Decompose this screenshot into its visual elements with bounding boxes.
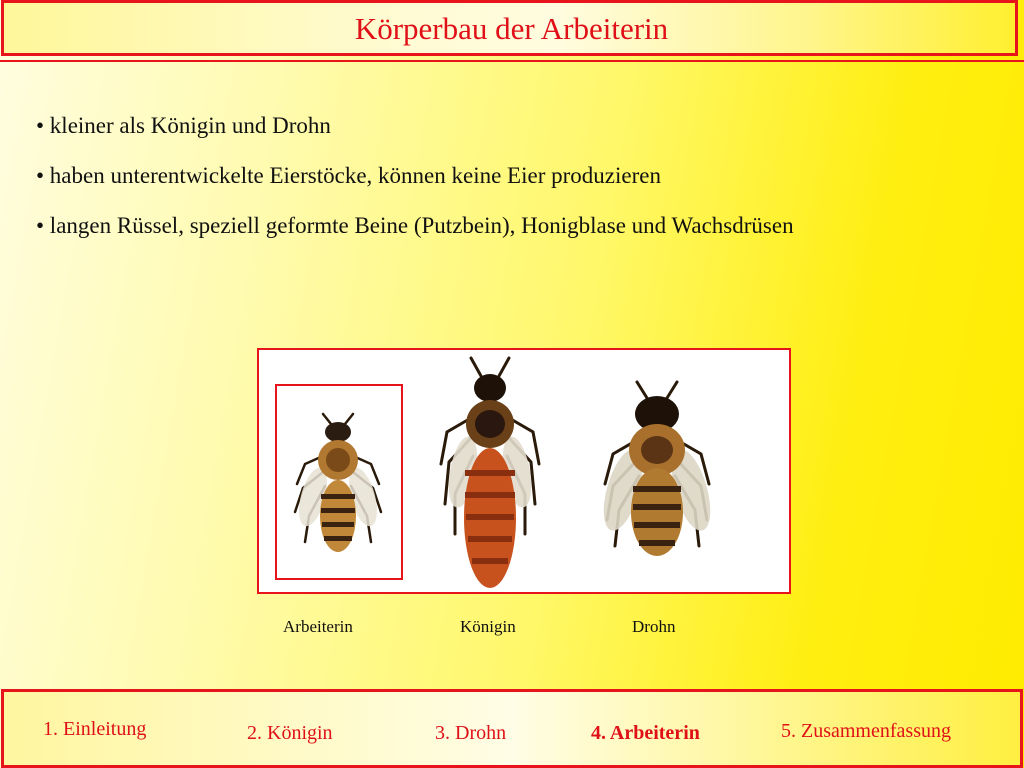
nav-link-koenigin[interactable]: 2. Königin xyxy=(247,722,333,744)
nav-link-einleitung[interactable]: 1. Einleitung xyxy=(43,718,147,740)
title-bar xyxy=(1,0,1018,56)
slide-title: Körperbau der Arbeiterin xyxy=(354,11,669,46)
bullet-list xyxy=(36,110,836,260)
caption-queen: Königin xyxy=(460,617,516,636)
bullet-item: • kleiner als Königin und Drohn xyxy=(36,113,331,138)
nav-link-drohn[interactable]: 3. Drohn xyxy=(435,722,507,744)
title-divider xyxy=(0,60,1024,62)
nav-link-zusammenfassung[interactable]: 5. Zusammenfassung xyxy=(781,720,951,742)
bullet-item: • haben unterentwickelte Eierstöcke, können keine Eier produzieren xyxy=(36,163,661,188)
caption-drone: Drohn xyxy=(632,617,676,636)
nav-link-arbeiterin[interactable]: 4. Arbeiterin xyxy=(591,722,700,744)
queen-bee-image xyxy=(425,354,555,594)
drone-bee-image xyxy=(587,380,727,570)
bullet-item: • langen Rüssel, speziell geformte Beine (Putzbein), Honigblase und Wachsdrüsen xyxy=(36,213,794,238)
bee-comparison-image xyxy=(257,348,791,594)
bottom-navigation xyxy=(1,689,1023,768)
worker-bee-image xyxy=(283,412,393,572)
caption-worker: Arbeiterin xyxy=(283,617,353,636)
